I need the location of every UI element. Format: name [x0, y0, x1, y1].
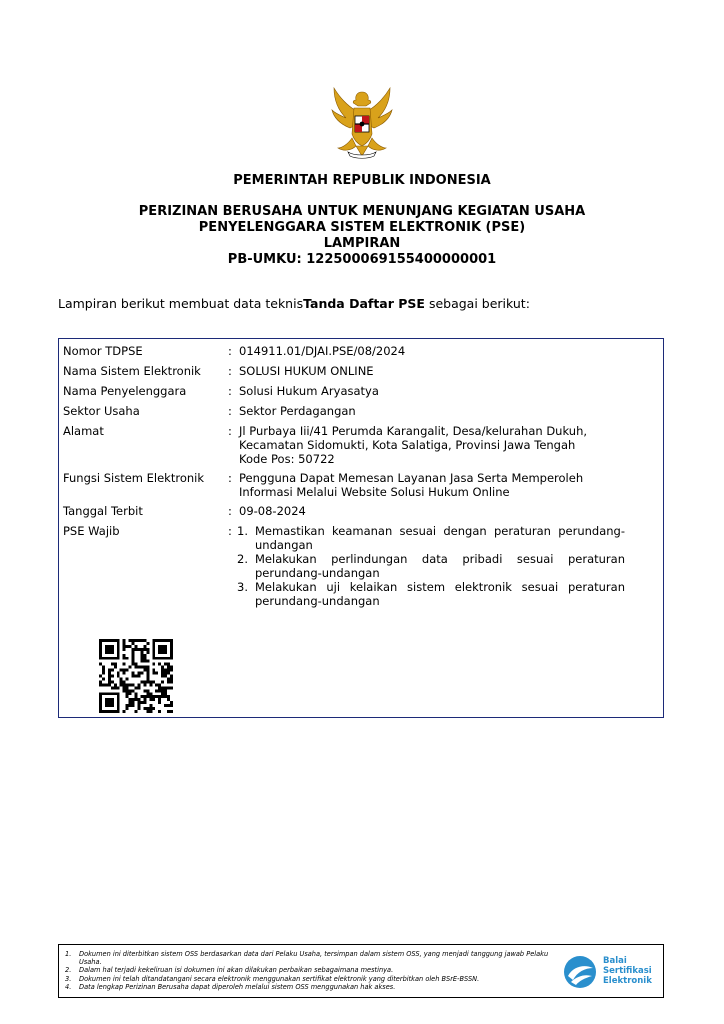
item-text: Memastikan keamanan sesuai dengan peraturan perundang-undangan	[255, 524, 625, 552]
field-value: SOLUSI HUKUM ONLINE	[239, 364, 374, 378]
bsre-line: Elektronik	[603, 976, 652, 986]
footnote	[65, 975, 565, 983]
colon: :	[228, 524, 232, 538]
colon: :	[228, 471, 232, 485]
field-value: 014911.01/DJAI.PSE/08/2024	[239, 344, 406, 358]
footnote-text: Dokumen ini telah ditandatangani secara elektronik menggunakan sertifikat elektronik yang diterbitkan oleh BSrE-BSSN.	[79, 974, 480, 983]
footnote-text: Data lengkap Perizinan Berusaha dapat diperoleh melalui sistem OSS menggunakan hak akses.	[79, 982, 396, 991]
field-value: Sektor Perdagangan	[239, 404, 356, 418]
address-line: Kecamatan Sidomukti, Kota Salatiga, Provinsi Jawa Tengah	[239, 438, 576, 452]
field-value: Solusi Hukum Aryasatya	[239, 384, 379, 398]
item-text: Melakukan uji kelaikan sistem elektronik sesuai peraturan perundang-undangan	[255, 580, 625, 608]
item-text: Melakukan perlindungan data pribadi sesuai peraturan perundang-undangan	[255, 552, 625, 580]
list-item	[233, 552, 625, 580]
pb-umku-number: PB-UMKU: 122500069155400000001	[227, 252, 497, 267]
colon: :	[228, 344, 232, 358]
bsre-line: Sertifikasi	[603, 966, 652, 976]
bsre-line: Balai	[603, 956, 627, 966]
field-label: Nama Penyelenggara	[63, 384, 187, 398]
colon: :	[228, 404, 232, 418]
field-value	[239, 424, 625, 466]
intro-after: sebagai berikut:	[424, 296, 530, 311]
bsre-emblem-icon	[561, 954, 599, 990]
footnote-number: 1.	[65, 950, 72, 958]
footnote-text: Dokumen ini diterbitkan sistem OSS berdasarkan data dari Pelaku Usaha, tersimpan dalam sistem OSS, yang menjadi tanggung jawab Pelaku Usaha.	[79, 950, 549, 967]
government-title: PEMERINTAH REPUBLIK INDONESIA	[233, 173, 491, 188]
qr-code	[99, 639, 173, 713]
function-line: Informasi Melalui Website Solusi Hukum Online	[239, 485, 510, 499]
function-line: Pengguna Dapat Memesan Layanan Jasa Serta Memperoleh	[239, 471, 584, 485]
technical-data-box	[58, 338, 664, 718]
footnote-number: 4.	[65, 982, 72, 991]
field-value	[239, 471, 625, 499]
field-label: Tanggal Terbit	[63, 504, 143, 518]
field-label: PSE Wajib	[63, 524, 120, 538]
footnote	[65, 983, 565, 991]
field-label: Nomor TDPSE	[63, 344, 143, 358]
item-number: 3.	[237, 580, 248, 594]
footer-notes	[58, 944, 664, 998]
footnote	[65, 950, 565, 966]
title-line: PERIZINAN BERUSAHA UNTUK MENUNJANG KEGIATAN USAHA	[138, 204, 586, 219]
document-title	[0, 204, 724, 268]
field-label: Sektor Usaha	[63, 404, 140, 418]
colon: :	[228, 424, 232, 438]
item-number: 2.	[237, 552, 248, 566]
colon: :	[228, 384, 232, 398]
list-item	[233, 524, 625, 552]
footnote-number: 2.	[65, 966, 72, 975]
title-line: PENYELENGGARA SISTEM ELEKTRONIK (PSE)	[198, 220, 526, 235]
colon: :	[228, 364, 232, 378]
field-value: 09-08-2024	[239, 504, 306, 518]
footnote-number: 3.	[65, 974, 72, 983]
colon: :	[228, 504, 232, 518]
list-item	[233, 580, 625, 608]
field-label: Nama Sistem Elektronik	[63, 364, 201, 378]
intro-before: Lampiran berikut membuat data teknis	[58, 296, 304, 311]
title-line: LAMPIRAN	[323, 236, 401, 251]
field-label: Fungsi Sistem Elektronik	[63, 471, 204, 485]
item-number: 1.	[237, 524, 248, 538]
footnote-text: Dalam hal terjadi kekeliruan isi dokumen ini akan dilakukan perbaikan sebagaimana mestinya.	[79, 966, 394, 975]
footnotes	[65, 950, 565, 991]
bsre-logo	[561, 954, 661, 990]
footnote	[65, 966, 565, 974]
address-line: Jl Purbaya Iii/41 Perumda Karangalit, Desa/kelurahan Dukuh,	[239, 424, 588, 438]
field-label: Alamat	[63, 424, 104, 438]
bsre-text	[603, 956, 652, 986]
address-line: Kode Pos: 50722	[239, 452, 335, 466]
garuda-emblem-icon	[328, 86, 396, 162]
intro-bold: Tanda Daftar PSE	[303, 296, 425, 311]
obligation-list	[233, 524, 625, 608]
intro-text	[58, 296, 530, 311]
